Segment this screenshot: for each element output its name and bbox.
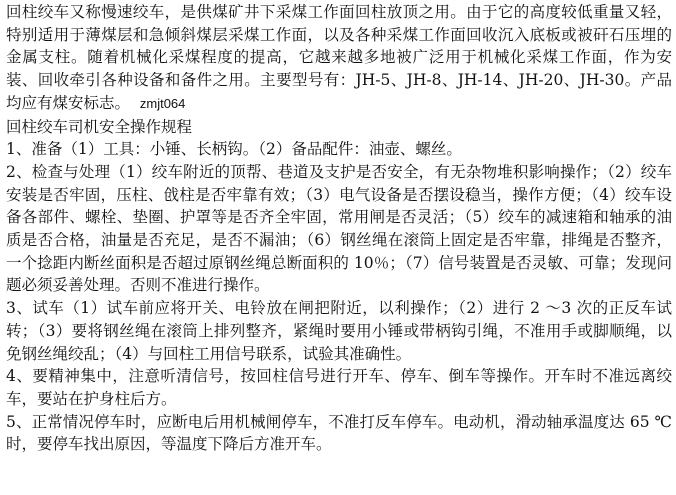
list-item-2: 2、检查与处理（1）绞车附近的顶帮、巷道及支护是否安全，有无杂物堆积影响操作；（2）绞车安装是否牢固，压柱、戗柱是否牢靠有效；（3）电气设备是否摆设稳当，操作方便；（4）绞车设备各部件、螺栓、垫圈、护罩等是否齐全牢固，常用闸是否灵活；（5）绞车的减速箱和轴承的油质是否合格，油量是否充足，是否不漏油；（6）钢丝绳在滚筒上固定是否牢靠，排绳是否整齐，一个捻距内断丝面积是否超过原钢丝绳总断面积的 10％；（7）信号装置是否灵敏、可靠；发现问题必须妥善处理。否则不准进行操作。 (6, 162, 672, 295)
list-item-5: 5、正常情况停车时，应断电后用机械闸停车，不准打反车停车。电动机，滑动轴承温度达 65 ℃时，要停车找出原因，等温度下降后方准开车。 (6, 412, 672, 454)
section-title: 回柱绞车司机安全操作规程 (6, 117, 193, 136)
list-item-1: 1、准备（1）工具：小锤、长柄钩。（2）备品配件：油壶、螺丝。 (6, 140, 462, 159)
intro-paragraph (6, 1, 672, 116)
list-item-4: 4、要精神集中，注意听清信号，按回柱信号进行开车、停车、倒车等操作。开车时不准远离绞车，要站在护身柱后方。 (6, 367, 672, 408)
list-item-3: 3、试车（1）试车前应将开关、电铃放在闸把附近，以利操作；（2）进行 2 ～3 次的正反车试转；（3）要将钢丝绳在滚筒上排列整齐，紧绳时要用小锤或带柄钩引绳，不准用手或脚顺绳，以免钢丝绳绞乱；（4）与回柱工用信号联系，试验其准确性。 (6, 299, 672, 363)
source-tag: zmjt064 (139, 95, 186, 111)
intro-text: 回柱绞车又称慢速绞车，是供煤矿井下采煤工作面回柱放顶之用。由于它的高度较低重量又轻，特别适用于薄煤层和急倾斜煤层采煤工作面，以及各种采煤工作面回收沉入底板或被矸石压埋的金属支柱。随着机械化采煤程度的提高，它越来越多地被广泛用于机械化采煤工作面，作为安装、回收牵引各种设备和备件之用。主要型号有：JH-5、JH-8、JH-14、JH-20、JH-30。产品均应有煤安标志。 (6, 3, 672, 112)
